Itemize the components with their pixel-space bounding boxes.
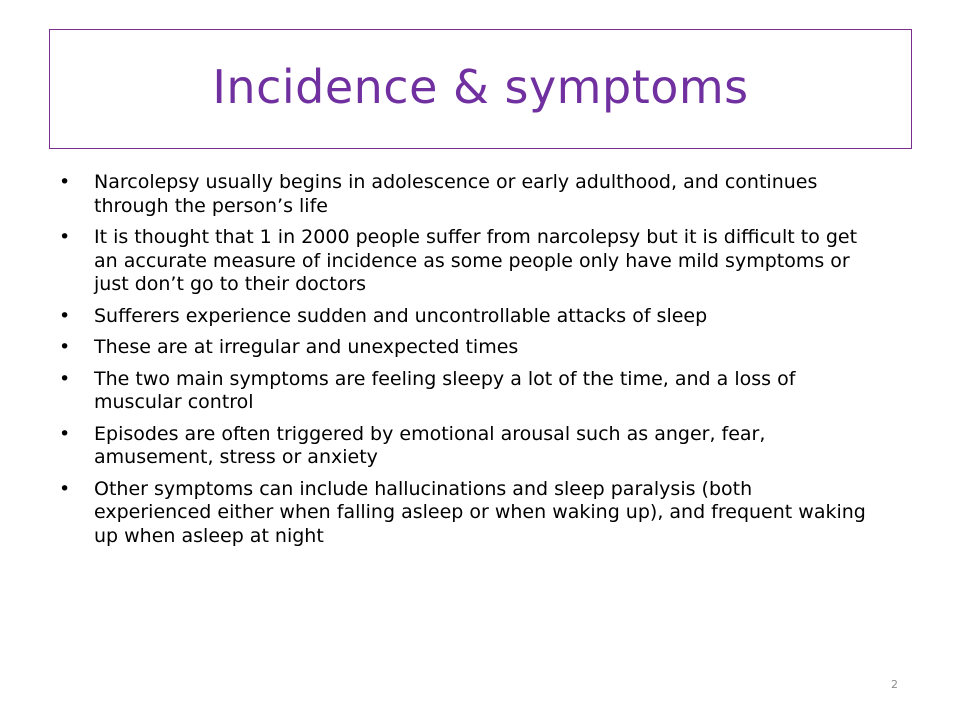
bullet-text: Other symptoms can include hallucinations and sleep paralysis (both experienced either when falling asleep or when waking up), and frequent waking up when asleep at night — [94, 477, 866, 547]
bullet-item — [52, 305, 872, 329]
bullet-dot-icon: • — [59, 336, 71, 358]
page-number: 2 — [891, 678, 898, 691]
bullet-text: Sufferers experience sudden and uncontrollable attacks of sleep — [94, 304, 708, 327]
bullet-item — [52, 423, 872, 470]
bullet-text: It is thought that 1 in 2000 people suffer from narcolepsy but it is difficult to get an accurate measure of incidence as some people only have mild symptoms or just don’t go to their doctors — [94, 226, 858, 295]
bullet-item — [52, 226, 872, 297]
bullet-text: Narcolepsy usually begins in adolescence or early adulthood, and continues through the person’s life — [94, 171, 818, 217]
title-box — [49, 29, 912, 149]
bullet-dot-icon: • — [59, 367, 71, 390]
bullet-item — [52, 368, 872, 415]
bullet-item — [52, 336, 872, 360]
bullet-dot-icon: • — [59, 171, 71, 193]
bullet-item — [52, 478, 872, 549]
bullet-dot-icon: • — [59, 422, 71, 445]
bullet-dot-icon: • — [59, 304, 71, 327]
bullet-dot-icon: • — [59, 477, 71, 500]
bullet-list — [52, 171, 872, 556]
bullet-text: The two main symptoms are feeling sleepy a lot of the time, and a loss of muscular control — [94, 367, 796, 413]
bullet-dot-icon: • — [59, 226, 71, 248]
bullet-text: These are at irregular and unexpected times — [94, 336, 519, 358]
bullet-text: Episodes are often triggered by emotional arousal such as anger, fear, amusement, stress or anxiety — [94, 422, 766, 468]
slide-title: Incidence & symptoms — [212, 60, 749, 114]
bullet-item — [52, 171, 872, 218]
